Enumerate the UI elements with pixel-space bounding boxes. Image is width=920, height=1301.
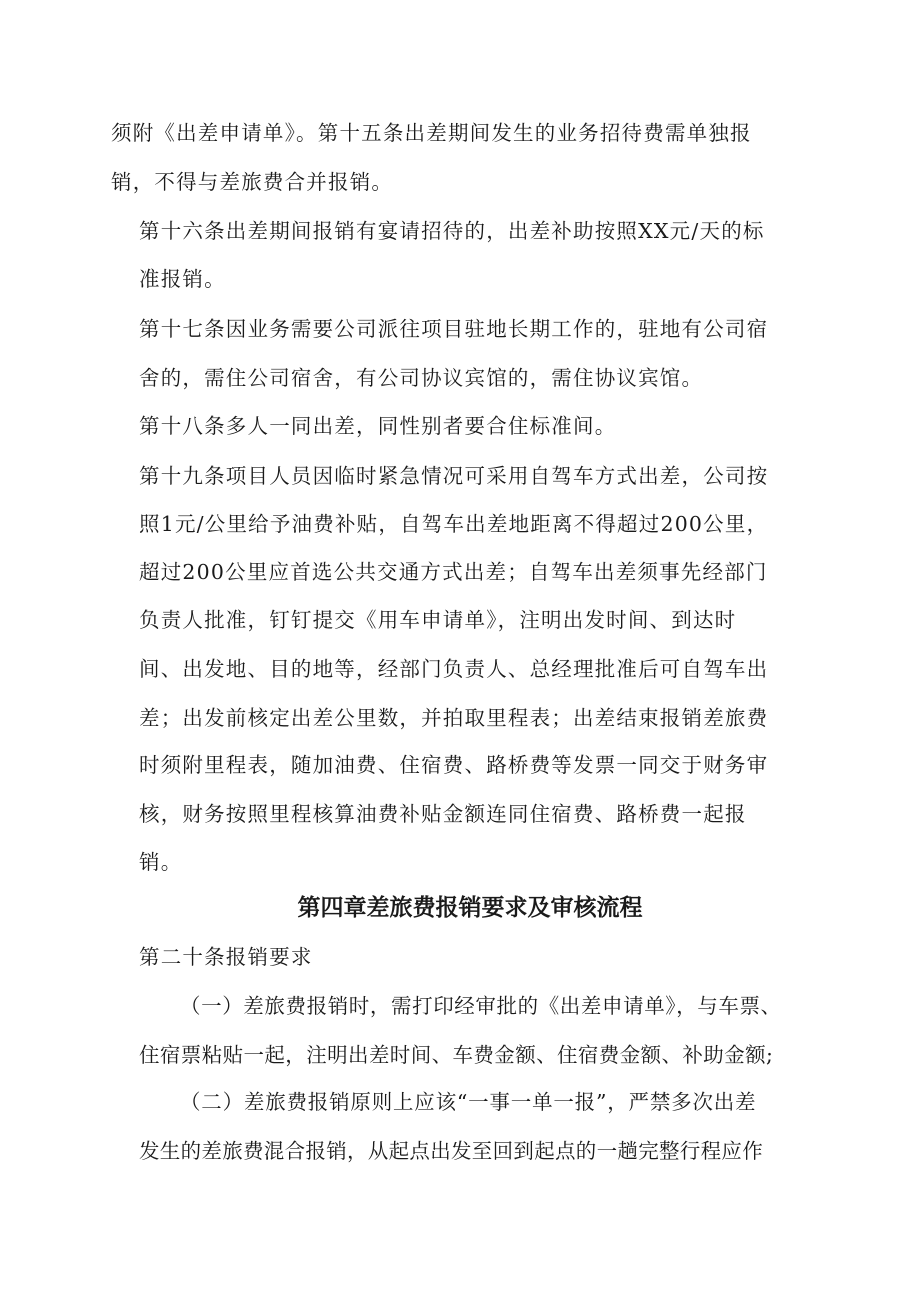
body-line: 第十八条多人一同出差，同性别者要合住标准间。 xyxy=(139,414,617,438)
body-line: 第十九条项目人员因临时紧急情况可采用自驾车方式出差，公司按 xyxy=(139,464,769,488)
body-line: （二）差旅费报销原则上应该“一事一单一报”，严禁多次出差 xyxy=(180,1090,757,1114)
body-line: 第十七条因业务需要公司派往项目驻地长期工作的，驻地有公司宿 xyxy=(139,317,769,341)
body-line: 发生的差旅费混合报销，从起点出发至回到起点的一趟完整行程应作 xyxy=(139,1139,763,1163)
chapter-heading: 第四章差旅费报销要求及审核流程 xyxy=(297,895,643,921)
body-line: 销。 xyxy=(139,850,183,874)
body-line: （一）差旅费报销时，需打印经审批的《出差申请单》，与车票、 xyxy=(180,994,782,1018)
body-line: 时须附里程表，随加油费、住宿费、路桥费等发票一同交于财务审 xyxy=(139,753,769,777)
body-line: 销，不得与差旅费合并报销。 xyxy=(111,170,394,194)
body-line: 须附《出差申请单》。第十五条出差期间发生的业务招待费需单独报 xyxy=(111,121,752,145)
section-heading: 第二十条报销要求 xyxy=(139,945,313,969)
body-line: 照1元/公里给予油费补贴，自驾车出差地距离不得超过200公里， xyxy=(139,512,769,536)
body-line: 住宿票粘贴一起，注明出差时间、车费金额、住宿费金额、补助金额; xyxy=(139,1043,774,1067)
body-line: 第十六条出差期间报销有宴请招待的，出差补助按照XX元/天的标 xyxy=(139,219,765,243)
body-line: 差；出发前核定出差公里数，并拍取里程表；出差结束报销差旅费 xyxy=(139,706,769,730)
body-line: 间、出发地、目的地等，经部门负责人、总经理批准后可自驾车出 xyxy=(139,657,769,681)
body-line: 超过200公里应首选公共交通方式出差；自驾车出差须事先经部门 xyxy=(139,560,768,584)
body-line: 核，财务按照里程核算油费补贴金额连同住宿费、路桥费一起报 xyxy=(139,802,747,826)
body-line: 准报销。 xyxy=(139,267,226,291)
body-line: 负责人批准，钉钉提交《用车申请单》，注明出发时间、到达时 xyxy=(139,608,737,632)
body-line: 舍的，需住公司宿舍，有公司协议宾馆的，需住协议宾馆。 xyxy=(139,366,704,390)
